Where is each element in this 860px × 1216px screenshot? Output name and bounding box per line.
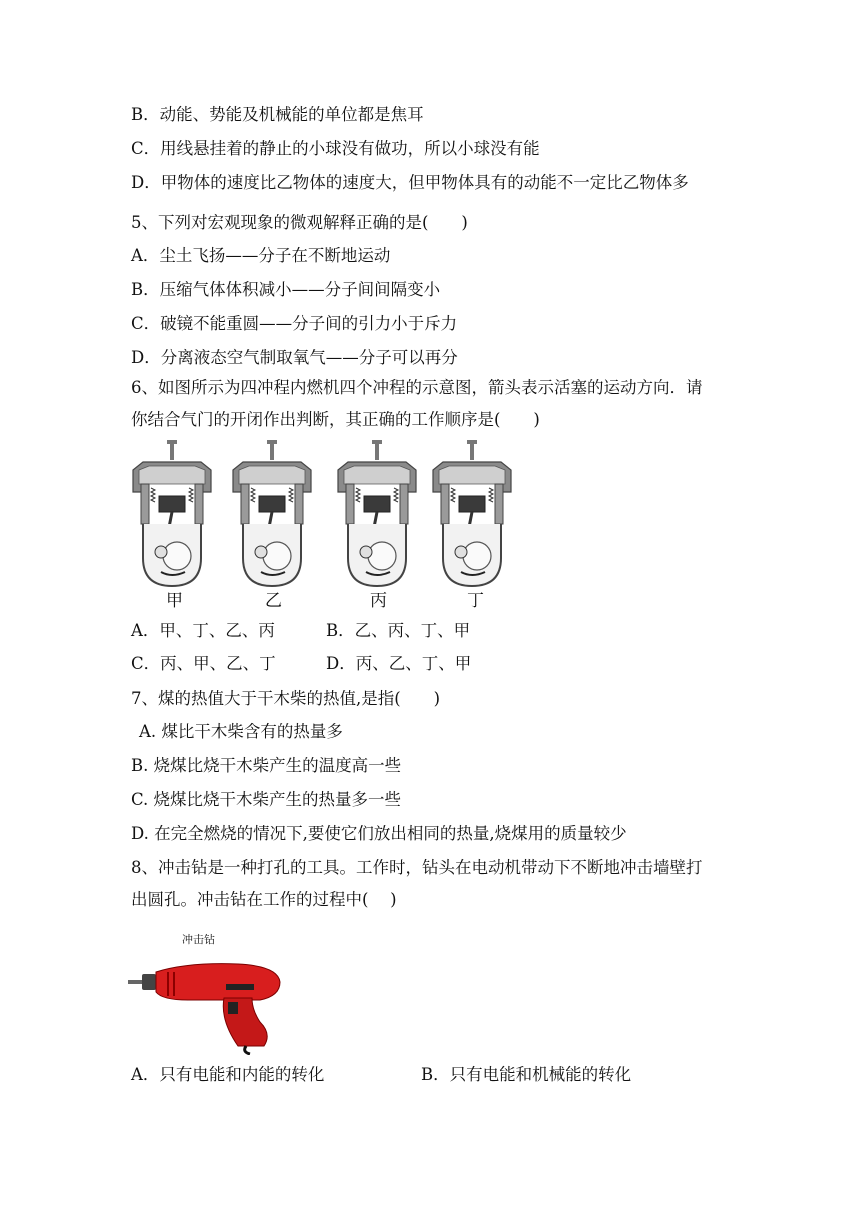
q6-option-b: B．乙、丙、丁、甲 <box>326 621 471 640</box>
engine-label-jia: 甲 <box>166 591 183 611</box>
impact-drill-image <box>128 950 288 1055</box>
q7-stem: 7、煤的热值大于干木柴的热值,是指( ) <box>131 689 441 708</box>
q5-stem: 5、下列对宏观现象的微观解释正确的是( ) <box>131 213 468 232</box>
q8-stem-line1: 8、冲击钻是一种打孔的工具。工作时，钻头在电动机带动下不断地冲击墙壁打 <box>131 858 703 877</box>
q5-option-c: C．破镜不能重圆——分子间的引力小于斥力 <box>131 314 458 333</box>
q6-option-c: C．丙、甲、乙、丁 <box>131 654 276 673</box>
q6-option-a: A．甲、丁、乙、丙 <box>131 621 275 640</box>
q7-option-d: D. 在完全燃烧的情况下,要使它们放出相同的热量,烧煤用的质量较少 <box>131 824 627 843</box>
q8-stem-line2: 出圆孔。冲击钻在工作的过程中( ) <box>131 890 397 909</box>
q4-option-d: D．甲物体的速度比乙物体的速度大，但甲物体具有的动能不一定比乙物体多 <box>131 173 689 192</box>
drill-caption: 冲击钻 <box>182 933 215 946</box>
engine-label-ding: 丁 <box>467 591 484 611</box>
q4-option-b: B．动能、势能及机械能的单位都是焦耳 <box>131 105 424 124</box>
engine-label-bing: 丙 <box>370 591 387 611</box>
q6-option-d: D．丙、乙、丁、甲 <box>326 654 472 673</box>
q5-option-d: D．分离液态空气制取氧气——分子可以再分 <box>131 348 458 367</box>
q4-option-c: C．用线悬挂着的静止的小球没有做功，所以小球没有能 <box>131 139 540 158</box>
q8-option-a: A．只有电能和内能的转化 <box>131 1065 325 1084</box>
q6-stem-line1: 6、如图所示为四冲程内燃机四个冲程的示意图，箭头表示活塞的运动方向．请 <box>131 378 703 397</box>
q5-option-a: A．尘土飞扬——分子在不断地运动 <box>131 246 391 265</box>
q7-option-b: B. 烧煤比烧干木柴产生的温度高一些 <box>131 756 402 775</box>
q8-option-b: B．只有电能和机械能的转化 <box>421 1065 632 1084</box>
q7-option-c: C. 烧煤比烧干木柴产生的热量多一些 <box>131 790 402 809</box>
q7-option-a: A. 煤比干木柴含有的热量多 <box>139 722 343 741</box>
q5-option-b: B．压缩气体体积减小——分子间间隔变小 <box>131 280 441 299</box>
engine-label-yi: 乙 <box>265 591 282 611</box>
engine-stroke-diagrams <box>125 440 525 590</box>
q6-stem-line2: 你结合气门的开闭作出判断，其正确的工作顺序是( ) <box>131 410 540 429</box>
